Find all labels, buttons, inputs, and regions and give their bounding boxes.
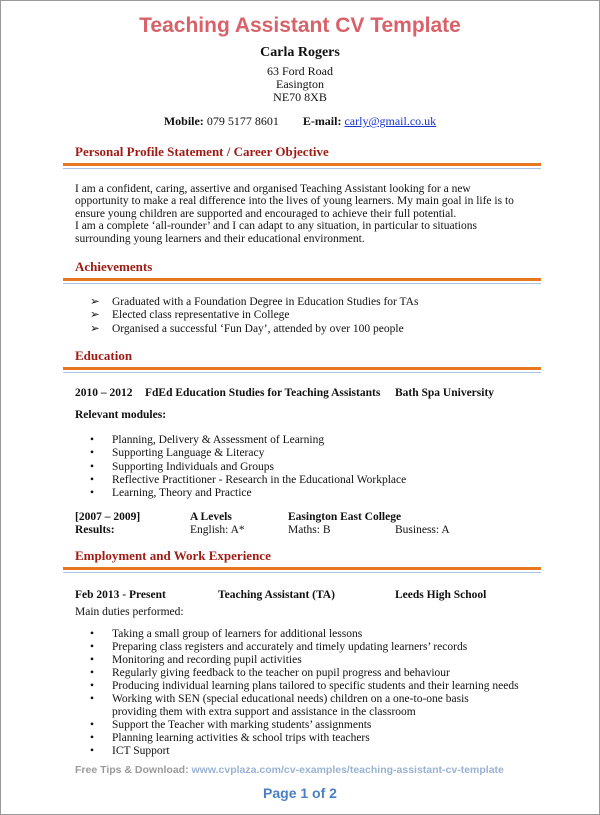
section-divider — [63, 567, 541, 574]
bullet-icon: • — [90, 473, 95, 486]
job-dates: Feb 2013 - Present — [75, 589, 166, 601]
profile-heading: Personal Profile Statement / Career Objective — [75, 144, 329, 159]
footer-link[interactable]: www.cvplaza.com/cv-examples/teaching-assistant-cv-template — [191, 764, 504, 776]
profile-line: surrounding young learners and their educational environment. — [75, 232, 365, 245]
footer-label: Free Tips & Download: — [75, 764, 189, 776]
profile-line: ensure young children are supported and encouraged to achieve their full potential. — [75, 207, 457, 220]
list-item: • Regularly giving feedback to the teacher on pupil progress and behaviour — [90, 667, 450, 679]
results-label: Results: — [75, 524, 115, 536]
section-divider — [63, 163, 541, 170]
profile-line: I am a complete ‘all-rounder’ and I can adapt to any situation, in particular to situations — [75, 220, 477, 233]
profile-statement — [75, 183, 530, 245]
mobile-number: 079 5177 8601 — [206, 114, 279, 128]
bullet-icon: • — [90, 487, 95, 500]
list-item: • Taking a small group of learners for additional lessons — [90, 628, 363, 640]
college-name: Easington East College — [288, 511, 402, 523]
email-link[interactable]: carly@gmail.co.uk — [344, 114, 437, 128]
employment-heading: Employment and Work Experience — [75, 548, 271, 563]
alevel-label: A Levels — [190, 511, 232, 523]
arrow-bullet-icon: ➢ — [90, 322, 100, 335]
list-item: ➢ Elected class representative in College — [90, 309, 290, 322]
email-label: E-mail: — [302, 114, 342, 128]
list-item: ➢ Organised a successful ‘Fun Day’, attended by over 100 people — [90, 322, 404, 335]
achievements-heading: Achievements — [75, 259, 153, 274]
list-item: • Planning, Delivery & Assessment of Learning — [90, 434, 325, 446]
list-item: • Producing individual learning plans tailored to specific students and their learning needs — [90, 680, 519, 692]
bullet-icon: • — [90, 447, 95, 460]
contact-line — [0, 114, 600, 129]
list-item: • Supporting Individuals and Groups — [90, 460, 274, 473]
arrow-bullet-icon: ➢ — [90, 296, 100, 308]
section-divider — [63, 278, 541, 285]
modules-list — [90, 434, 406, 500]
bullet-icon: • — [90, 460, 95, 473]
bullet-icon: • — [90, 693, 95, 705]
list-item: • ICT Support — [90, 745, 170, 757]
achievements-list — [90, 296, 418, 336]
result-business: Business: A — [395, 524, 450, 536]
duties-label: Main duties performed: — [75, 606, 184, 618]
list-item: • Support the Teacher with marking students’ assignments — [90, 719, 372, 731]
employer-name: Leeds High School — [395, 589, 487, 601]
bullet-icon: • — [90, 667, 95, 679]
university-name: Bath Spa University — [395, 387, 495, 399]
alevel-years: [2007 – 2009] — [75, 511, 141, 523]
list-item: • Learning, Theory and Practice — [90, 487, 252, 500]
list-item: • Monitoring and recording pupil activities — [90, 654, 302, 666]
list-item: • Planning learning activities & school trips with teachers — [90, 732, 370, 744]
bullet-icon: • — [90, 680, 95, 692]
footer-note — [75, 764, 504, 776]
address-line-2: Easington — [276, 77, 324, 91]
section-divider — [63, 367, 541, 374]
degree-title: FdEd Education Studies for Teaching Assistants — [145, 387, 381, 399]
address-line-3: NE70 8XB — [273, 90, 327, 104]
bullet-icon: • — [90, 641, 95, 653]
result-english: English: A* — [190, 524, 245, 536]
address-line-1: 63 Ford Road — [267, 64, 333, 78]
education-heading: Education — [75, 348, 133, 363]
document-title: Teaching Assistant CV Template — [139, 14, 461, 37]
profile-line: opportunity to make a real difference into the lives of young learners. My main goal in life is to — [75, 195, 514, 208]
bullet-icon: • — [90, 719, 95, 731]
duties-list — [90, 628, 519, 758]
profile-line: I am a confident, caring, assertive and organised Teaching Assistant looking for a new — [75, 183, 471, 195]
bullet-icon: • — [90, 745, 95, 757]
bullet-icon: • — [90, 654, 95, 666]
mobile-label: Mobile: — [163, 114, 204, 128]
degree-years: 2010 – 2012 — [75, 387, 133, 399]
bullet-icon: • — [90, 628, 95, 640]
candidate-name: Carla Rogers — [260, 45, 340, 60]
bullet-icon: • — [90, 732, 95, 744]
list-item: ➢ Graduated with a Foundation Degree in Education Studies for TAs — [90, 296, 419, 308]
modules-label: Relevant modules: — [75, 409, 167, 421]
list-item: • Preparing class registers and accurately and timely updating learners’ records — [90, 641, 468, 653]
list-item: • Working with SEN (special educational needs) children on a one-to-one basis providing them with extra support and assistance in the classroom — [90, 693, 469, 718]
arrow-bullet-icon: ➢ — [90, 309, 100, 322]
job-title: Teaching Assistant (TA) — [218, 589, 335, 601]
list-item: • Reflective Practitioner - Research in the Educational Workplace — [90, 473, 407, 486]
list-item: • Supporting Language & Literacy — [90, 447, 265, 460]
bullet-icon: • — [90, 434, 95, 446]
result-maths: Maths: B — [288, 524, 331, 536]
page-number: Page 1 of 2 — [263, 785, 337, 801]
